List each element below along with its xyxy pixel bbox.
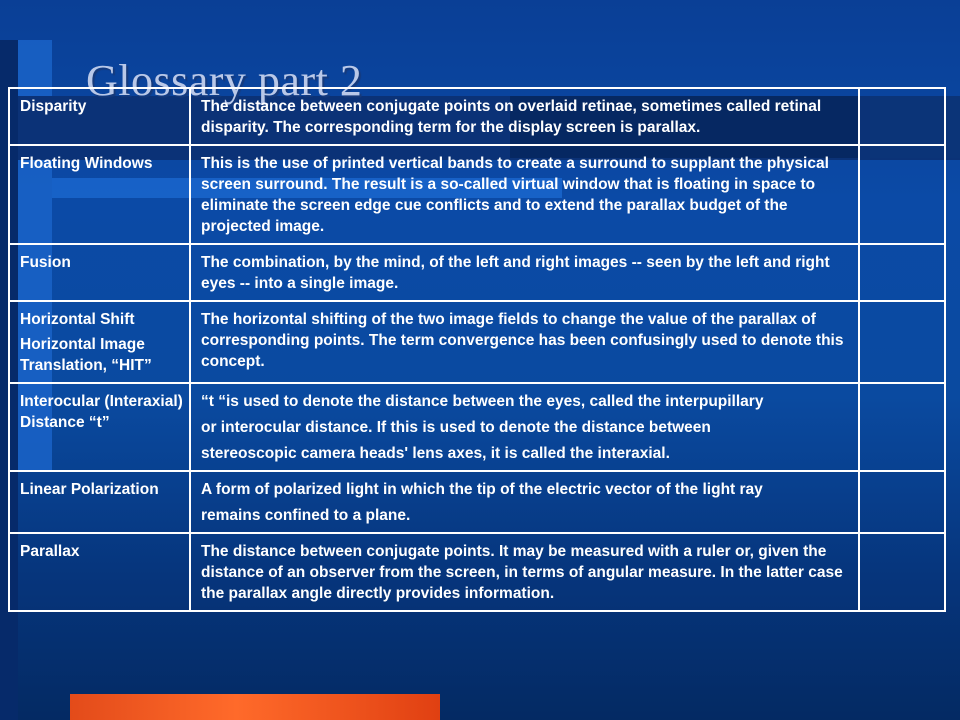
glossary-definition-cell [190, 383, 859, 471]
glossary-empty-cell [859, 301, 945, 383]
glossary-empty-cell [859, 471, 945, 533]
glossary-definition: “t “is used to denote the distance between the eyes, called the interpupillary [201, 393, 764, 410]
glossary-empty-cell [859, 88, 945, 145]
glossary-definition: The combination, by the mind, of the left and right images -- seen by the left and right eyes -- into a single image. [201, 254, 830, 292]
glossary-empty-cell [859, 383, 945, 471]
glossary-definition: remains confined to a plane. [201, 507, 411, 524]
glossary-row [9, 88, 945, 145]
glossary-term: Linear Polarization [20, 481, 159, 498]
glossary-row [9, 244, 945, 301]
glossary-term: Parallax [20, 543, 80, 560]
glossary-table-body [9, 88, 945, 611]
glossary-term-cell [9, 88, 190, 145]
glossary-term: Horizontal Image Translation, “HIT” [20, 336, 152, 374]
glossary-term: Floating Windows [20, 155, 153, 172]
glossary-empty-cell [859, 145, 945, 244]
glossary-term: Fusion [20, 254, 71, 271]
glossary-term-cell [9, 145, 190, 244]
glossary-definition-cell [190, 471, 859, 533]
glossary-definition: A form of polarized light in which the tip of the electric vector of the light ray [201, 481, 763, 498]
glossary-row [9, 383, 945, 471]
glossary-row [9, 471, 945, 533]
glossary-term-cell [9, 244, 190, 301]
glossary-definition: or interocular distance. If this is used to denote the distance between [201, 419, 711, 436]
glossary-term-cell [9, 533, 190, 611]
decorative-orange-bar [70, 694, 440, 720]
glossary-definition-cell [190, 533, 859, 611]
glossary-definition-cell [190, 88, 859, 145]
glossary-term: Horizontal Shift [20, 311, 135, 328]
glossary-definition: The horizontal shifting of the two image fields to change the value of the parallax of corresponding points. The term convergence has been confusingly used to denote this concept. [201, 311, 844, 370]
glossary-term: Interocular (Interaxial) Distance “t” [20, 393, 183, 431]
slide-title: Glossary part 2 [86, 56, 363, 105]
glossary-definition-cell [190, 244, 859, 301]
glossary-definition: The distance between conjugate points. It may be measured with a ruler or, given the distance of an observer from the screen, in terms of angular measure. In the latter case the parallax angle directly provides information. [201, 543, 843, 602]
glossary-term: Disparity [20, 98, 87, 115]
glossary-empty-cell [859, 244, 945, 301]
glossary-row [9, 533, 945, 611]
glossary-definition-cell [190, 301, 859, 383]
glossary-definition: The distance between conjugate points on overlaid retinae, sometimes called retinal disparity. The corresponding term for the display screen is parallax. [201, 98, 822, 136]
glossary-term-cell [9, 383, 190, 471]
glossary-definition-cell [190, 145, 859, 244]
glossary-term-cell [9, 471, 190, 533]
glossary-row [9, 145, 945, 244]
glossary-row [9, 301, 945, 383]
glossary-definition: This is the use of printed vertical bands to create a surround to supplant the physical screen surround. The result is a so-called virtual window that is floating in space to eliminate the screen edge cue conflicts and to extend the parallax budget of the projected image. [201, 155, 829, 235]
glossary-table [8, 87, 946, 612]
glossary-term-cell [9, 301, 190, 383]
glossary-definition: stereoscopic camera heads' lens axes, it is called the interaxial. [201, 445, 670, 462]
glossary-empty-cell [859, 533, 945, 611]
